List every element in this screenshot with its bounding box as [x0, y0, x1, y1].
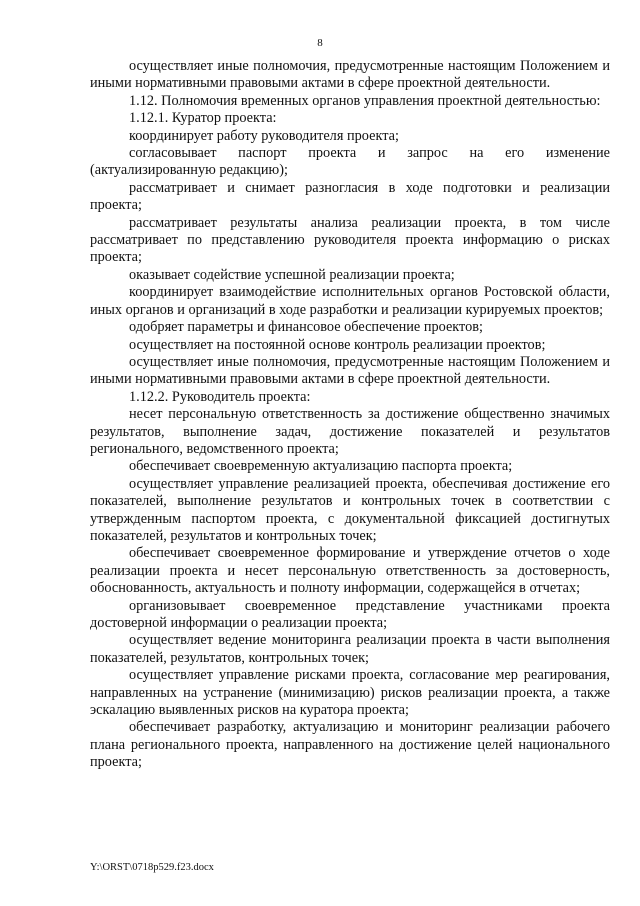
paragraph: обеспечивает разработку, актуализацию и мониторинг реализации рабочего плана регионального проекта, направленного на достижение целей национального проекта; [90, 719, 610, 771]
paragraph: осуществляет управление реализацией проекта, обеспечивая достижение его показателей, выполнение результатов и контрольных точек в соответствии с утвержденным паспортом проекта, с документальной фиксацией достигнутых показателей, результатов и контрольных точек; [90, 475, 610, 544]
paragraph: 1.12.1. Куратор проекта: [129, 110, 277, 127]
paragraph: координирует взаимодействие исполнительных органов Ростовской области, иных органов и организаций в ходе разработки и реализации курируемых проектов; [90, 284, 610, 318]
paragraph: осуществляет на постоянной основе контроль реализации проектов; [129, 336, 546, 353]
paragraph: оказывает содействие успешной реализации проекта; [129, 266, 455, 283]
paragraph: осуществляет иные полномочия, предусмотренные настоящим Положением и иными нормативными правовыми актами в сфере проектной деятельности. [90, 353, 610, 388]
paragraph: осуществляет управление рисками проекта, согласование мер реагирования, направленных на устранение (минимизацию) рисков реализации проекта, а также эскалацию выявленных рисков на куратора проекта; [90, 667, 610, 719]
paragraph: рассматривает и снимает разногласия в ходе подготовки и реализации проекта; [90, 179, 610, 214]
paragraph: несет персональную ответственность за достижение общественно значимых результатов, выполнение задач, достижение показателей и результатов регионального, ведомственного проекта; [90, 406, 610, 457]
paragraph: координирует работу руководителя проекта; [129, 127, 399, 144]
paragraph: осуществляет ведение мониторинга реализации проекта в части выполнения показателей, результатов, контрольных точек; [90, 632, 610, 666]
paragraph: организовывает своевременное представление участниками проекта достоверной информации о реализации проекта; [90, 597, 610, 631]
document-body [90, 58, 610, 772]
paragraph: 1.12. Полномочия временных органов управления проектной деятельностью: [129, 92, 601, 109]
paragraph: осуществляет иные полномочия, предусмотренные настоящим Положением и иными нормативными правовыми актами в сфере проектной деятельности. [90, 58, 610, 92]
paragraph: 1.12.2. Руководитель проекта: [129, 388, 311, 405]
footer-file-path: Y:\ORST\0718p529.f23.docx [90, 862, 214, 873]
page-number: 8 [317, 37, 323, 49]
paragraph: обеспечивает своевременное формирование и утверждение отчетов о ходе реализации проекта и несет персональную ответственность за достоверность, обоснованность, актуальность и полноту информации, содержащейся в отчетах; [90, 545, 610, 597]
paragraph: обеспечивает своевременную актуализацию паспорта проекта; [129, 458, 513, 475]
paragraph: одобряет параметры и финансовое обеспечение проектов; [129, 319, 483, 336]
paragraph: согласовывает паспорт проекта и запрос на его изменение (актуализированную редакцию); [90, 145, 610, 179]
paragraph: рассматривает результаты анализа реализации проекта, в том числе рассматривает по представлению руководителя проекта информацию о рисках проекта; [90, 214, 610, 266]
